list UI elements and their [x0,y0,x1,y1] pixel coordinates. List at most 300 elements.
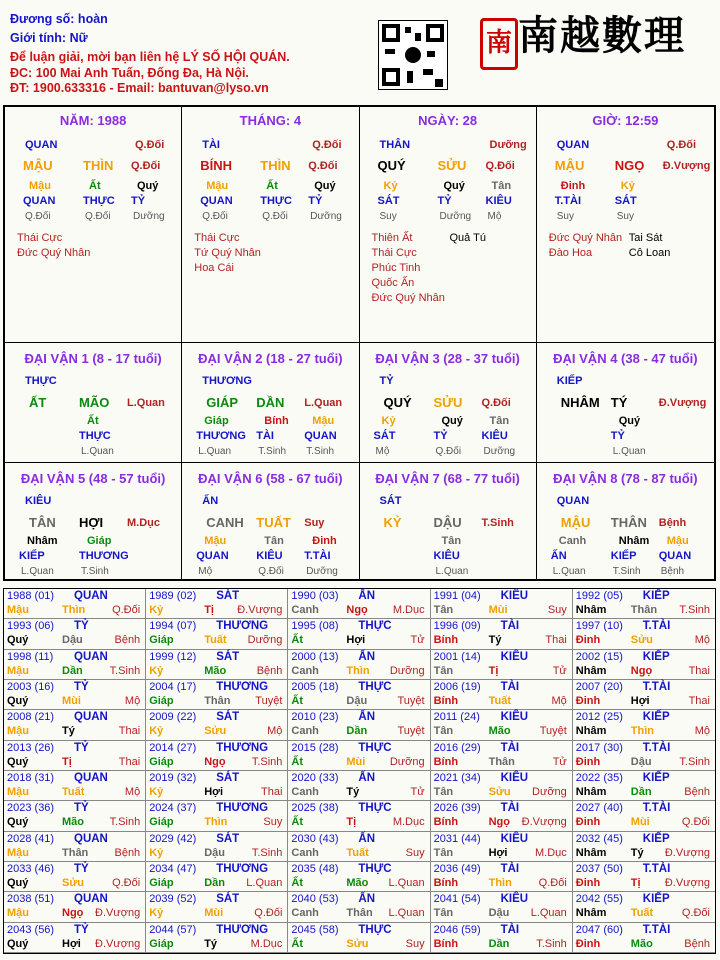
pillar-cell [360,107,537,343]
year-cell [4,710,146,740]
year-stem: Ất [291,937,303,950]
year-stem: Đinh [575,634,601,647]
year-cell [288,619,430,649]
hidden-god: TỶ [131,195,146,207]
year-god: THỰC [358,681,392,693]
year-god: KIẾP [642,893,670,906]
year-god: KIẾP [642,650,670,663]
dai-van-cell [360,343,537,463]
dai-van-branch: TÝ [610,395,628,410]
star-name: Hoa Cái [194,262,234,274]
year-stem: Giáp [149,695,174,707]
pillar-god: QUAN [25,139,58,151]
hidden-stem: Mậu [204,535,227,547]
chart-grid [3,105,716,581]
year-label: 2018 (31) [7,772,55,784]
life-stage: Dưỡng [133,211,165,222]
year-god: KIẾP [642,711,670,724]
year-stage: Suy [263,816,283,829]
year-cell [4,619,146,649]
year-label: 2040 (53) [291,893,339,906]
year-cell [431,862,573,892]
year-branch: Dậu [204,846,225,859]
year-stem: Quý [7,877,29,889]
year-stem: Tân [433,664,454,677]
year-branch: Mão [204,664,227,677]
year-branch: Mùi [346,755,366,768]
year-label: 2005 (18) [291,681,339,693]
dai-van-branch: HỢI [79,515,104,530]
year-stage: T.Sinh [536,937,567,950]
pillar-stem-branch: MẬU [23,158,53,173]
pillar-title: NGÀY: 28 [418,113,478,128]
year-cell [288,710,430,740]
year-stage: M.Dục [535,846,567,859]
year-branch: Ngọ [346,604,368,616]
year-god: THƯƠNG [216,741,269,754]
year-stem: Nhâm [575,604,607,616]
year-cell [288,650,430,680]
year-stage: T.Sinh [251,846,283,859]
hidden-god: KIÊU [485,195,512,207]
year-label: 1990 (03) [291,590,339,602]
year-stem: Mậu [7,846,29,859]
pillar-cell [182,107,359,343]
star-name: Phúc Tinh [371,262,421,274]
year-god: KIÊU [500,772,529,784]
year-branch: Thìn [62,604,86,616]
year-label: 2001 (14) [433,650,481,663]
year-branch: Mão [346,877,369,889]
year-branch: Mão [630,937,653,950]
year-stage: L.Quan [388,877,425,889]
year-stem: Giáp [149,634,174,647]
life-stage: T.Sinh [306,446,335,457]
year-cell [4,801,146,831]
year-stem: Kỷ [149,786,164,798]
life-stage: L.Quan [21,566,54,577]
year-branch: Tị [630,877,641,889]
year-branch: Tý [488,634,502,647]
year-stem: Đinh [575,755,601,768]
star-name: Thiên Ất [371,232,413,244]
dai-van-stem: KỶ [383,515,402,530]
year-stage: M.Dục [250,937,283,950]
year-stem: Mậu [7,725,29,738]
year-cell [4,650,146,680]
year-label: 2019 (32) [149,772,197,784]
year-cell [288,680,430,710]
year-branch: Dần [62,664,83,677]
year-cell [146,892,288,922]
dai-van-stem: TÂN [29,515,56,530]
year-branch: Ngọ [630,664,653,677]
year-stage: Thai [260,786,283,798]
year-branch: Mùi [204,907,224,920]
year-god: TỶ [74,863,89,875]
hidden-god: KIÊU [481,430,508,442]
year-branch: Sửu [488,786,511,798]
hidden-stem: Quý [443,180,465,192]
year-label: 2046 (59) [433,923,481,936]
year-god: THƯƠNG [216,802,269,815]
year-stage: Đ.Vượng [95,907,141,920]
year-label: 2026 (39) [433,802,481,815]
year-god: KIẾP [642,832,670,845]
seal-stamp: 南 [480,18,518,70]
year-god: SÁT [216,590,240,602]
dai-van-stem: GIÁP [206,395,239,410]
year-stage: Q.Đối [254,907,283,920]
year-god: SÁT [216,772,240,784]
year-god: SÁT [216,832,240,845]
year-stage: T.Sinh [679,755,710,768]
dai-van-god: ẤN [202,495,219,507]
year-god: THƯƠNG [216,863,269,875]
year-stem: Ất [291,634,303,647]
year-branch: Hợi [204,786,224,798]
dai-van-stem: MẬU [560,515,591,530]
year-label: 2020 (33) [291,772,339,784]
year-cell [573,680,715,710]
year-cell [146,741,288,771]
dai-van-god: KIÊU [25,495,52,507]
hidden-god: T.TÀI [554,195,582,207]
year-stage: Dưỡng [532,786,567,798]
hidden-god: TỶ [308,195,323,207]
year-god: TÀI [500,681,520,693]
year-stem: Tân [433,846,454,859]
year-god: T.TÀI [642,741,671,754]
year-stage: L.Quan [530,907,567,920]
year-god: TỶ [74,741,89,754]
year-god: QUAN [74,832,108,845]
dai-van-cell [360,463,537,579]
year-god: THỰC [358,863,392,875]
year-label: 2009 (22) [149,711,197,724]
year-stem: Canh [291,907,319,920]
life-stage: Q.Đối [85,211,111,222]
dai-van-cell [537,343,714,463]
pillar-stem-branch: QUÝ [377,158,406,173]
year-stage: M.Dục [392,816,425,829]
year-stem: Giáp [149,877,174,889]
year-label: 2016 (29) [433,741,481,754]
year-branch: Tị [346,816,357,829]
hidden-stem: Bính [264,415,289,427]
hidden-god: TỶ [437,195,452,207]
annual-table [3,588,716,954]
year-stem: Mậu [7,907,29,920]
year-label: 2039 (52) [149,893,197,906]
year-god: THƯƠNG [216,681,269,693]
year-god: TÀI [500,741,520,754]
year-god: T.TÀI [642,620,671,633]
year-cell [4,771,146,801]
year-stage: Thai [118,725,141,738]
year-stem: Quý [7,816,29,829]
year-stem: Mậu [7,604,29,616]
year-stage: Mộ [694,634,710,647]
year-label: 1999 (12) [149,650,197,663]
year-label: 2022 (35) [575,772,623,784]
year-god: T.TÀI [642,802,671,815]
hidden-stem: Kỷ [383,180,398,192]
year-branch: Mão [62,816,84,829]
year-stage: Mộ [124,695,141,707]
qr-code-icon [378,20,448,90]
year-god: KIẾP [642,590,670,602]
year-branch: Dần [488,937,510,950]
dai-van-title: ĐẠI VẬN 6 (58 - 67 tuổi) [198,471,343,486]
year-label: 2036 (49) [433,863,481,875]
year-cell [288,589,430,619]
hidden-stem: Mậu [29,180,51,192]
year-cell [431,741,573,771]
year-branch: Ngọ [62,907,84,920]
life-stage: T.Sinh [258,446,287,457]
pillar-god: Q.Đối [666,139,697,151]
year-stage: Tuyệt [255,695,283,707]
star-name: Đức Quý Nhân [17,247,91,259]
year-branch: Sửu [630,634,653,647]
year-stage: Bệnh [684,937,710,950]
year-god: T.TÀI [642,863,671,875]
year-stem: Đinh [575,937,601,950]
year-label: 2010 (23) [291,711,339,724]
year-label: 1998 (11) [7,650,54,663]
pillar-stem-branch: THÌN [83,158,114,173]
pillar-cell [537,107,714,343]
year-god: TÀI [500,802,520,815]
year-god: KIẾP [642,772,670,784]
hidden-god: QUAN [200,195,233,207]
year-stage: Tuyệt [539,725,567,738]
year-cell [146,801,288,831]
pillar-title: THÁNG: 4 [239,113,302,128]
year-god: KIÊU [500,711,529,724]
year-label: 2037 (50) [575,863,623,875]
life-stage: Dưỡng [439,211,472,222]
hidden-stem: Nhâm [27,535,58,547]
year-branch: Tị [62,755,72,768]
year-stem: Ất [291,695,303,707]
year-stage: Tử [552,755,567,768]
year-cell [288,741,430,771]
year-label: 2031 (44) [433,832,481,845]
year-stem: Đinh [575,816,601,829]
year-label: 2045 (58) [291,923,339,936]
year-label: 2006 (19) [433,681,481,693]
dai-van-god: THƯƠNG [202,375,252,387]
year-branch: Ngọ [204,755,226,768]
year-stem: Kỷ [149,907,164,920]
year-stage: Tử [410,786,425,798]
year-label: 2025 (38) [291,802,339,815]
year-cell [573,832,715,862]
hidden-stem: Quý [314,180,336,192]
life-stage: Dưỡng [310,211,342,222]
year-label: 2013 (26) [7,741,55,754]
year-label: 2012 (25) [575,711,623,724]
life-stage: L.Quan [612,446,646,457]
year-branch: Tý [630,846,644,859]
year-stage: Thai [688,664,710,677]
year-branch: Ngọ [488,816,510,829]
dai-van-cell [537,463,714,579]
hidden-god: TỶ [433,430,448,442]
year-stage: T.Sinh [109,664,141,677]
pillar-stem-branch: MẬU [554,158,585,173]
hidden-god: QUAN [196,550,229,562]
hidden-god: TỶ [610,430,625,442]
life-stage: L.Quan [81,446,114,457]
year-god: ẤN [358,832,376,845]
year-branch: Tý [62,725,75,738]
dai-van-branch: SỬU [433,395,463,410]
year-stem: Tân [433,725,454,738]
year-label: 2042 (55) [575,893,623,906]
dai-van-cell [5,343,182,463]
year-stem: Canh [291,604,319,616]
year-cell [573,801,715,831]
year-stage: Tử [410,634,425,647]
dai-van-branch: TUẤT [256,515,291,530]
dai-van-stem: QUÝ [383,395,412,410]
year-branch: Thìn [204,816,228,829]
year-stage: Bệnh [114,634,141,647]
year-label: 2002 (15) [575,650,623,663]
year-stem: Kỷ [149,604,164,616]
year-stage: Mộ [267,725,283,738]
year-stem: Bính [433,937,459,950]
pillar-god: THÂN [379,139,411,151]
year-branch: Mùi [488,604,508,616]
year-god: ẤN [358,772,376,784]
year-label: 1992 (05) [575,590,623,602]
year-cell [288,892,430,922]
year-cell [146,862,288,892]
pillar-stem-branch: SỬU [437,158,467,173]
year-label: 2024 (37) [149,802,197,815]
life-stage: Mộ [375,446,390,457]
year-branch: Thìn [346,664,370,677]
year-stage: L.Quan [246,877,283,889]
pillar-stem-branch: THÌN [260,158,291,173]
year-stage: Dưỡng [247,634,283,647]
year-stage: Đ.Vượng [237,604,283,616]
year-stage: Đ.Vượng [664,877,710,889]
year-label: 2033 (46) [7,863,55,875]
year-god: ẤN [358,711,376,724]
year-label: 2003 (16) [7,681,55,693]
year-stem: Ất [291,877,303,889]
year-label: 2011 (24) [433,711,480,724]
life-stage: Q.Đối [435,446,462,457]
year-stem: Tân [433,786,454,798]
year-stage: Thai [688,695,710,707]
life-stage: Dưỡng [306,566,338,577]
hidden-god: SÁT [373,430,396,442]
hidden-god: THƯƠNG [79,550,129,562]
year-cell [4,680,146,710]
dai-van-branch: DẦN [256,395,285,410]
life-stage: T.Sinh [612,566,641,577]
star-name: Thái Cực [371,247,417,259]
year-label: 2030 (43) [291,832,339,845]
hidden-stem: Kỷ [381,415,396,427]
dai-van-god: QUAN [556,495,590,507]
year-stem: Quý [7,755,29,768]
pillar-god: Dưỡng [489,139,527,151]
year-label: 1993 (06) [7,620,55,633]
hidden-god: QUAN [23,195,56,207]
life-stage: Suy [379,211,397,222]
year-branch: Thân [630,604,658,616]
life-stage: L.Quan [435,566,469,577]
year-stem: Canh [291,846,319,859]
year-label: 2029 (42) [149,832,197,845]
year-cell [4,892,146,922]
dai-van-title: ĐẠI VẬN 7 (68 - 77 tuổi) [375,471,520,486]
year-cell [288,801,430,831]
year-god: THỰC [358,741,392,754]
hidden-stem: Ất [89,180,101,192]
year-branch: Hợi [630,695,650,707]
year-branch: Dần [346,725,368,738]
year-stem: Bính [433,634,459,647]
year-stage: Đ.Vượng [521,816,567,829]
life-stage: Suy [556,211,574,222]
year-stem: Kỷ [149,725,164,738]
year-label: 2027 (40) [575,802,623,815]
star-name: Tứ Quý Nhân [194,247,261,259]
star-name: Quốc Ấn [371,277,415,289]
star-name: Quả Tú [449,232,486,244]
brand-logo: 南越數理 [518,12,686,59]
year-god: TỶ [74,923,89,936]
year-cell [573,710,715,740]
year-stem: Đinh [575,877,601,889]
year-god: THỰC [358,620,392,633]
hidden-stem: Tân [264,535,284,547]
hidden-god: KIẾP [610,550,637,562]
year-label: 2023 (36) [7,802,55,815]
year-label: 2015 (28) [291,741,339,754]
life-stage: L.Quan [552,566,586,577]
pillar-god: Q.Đối [312,139,342,151]
year-stem: Mậu [7,786,29,798]
dai-van-stage: M.Dục [127,517,160,529]
star-name: Đào Hoa [548,247,593,259]
year-label: 2008 (21) [7,711,55,724]
year-stem: Mậu [7,664,29,677]
year-branch: Thân [62,846,89,859]
hidden-stem: Canh [558,535,587,547]
dai-van-stage: Q.Đối [481,397,511,409]
dai-van-title: ĐẠI VẬN 3 (28 - 37 tuổi) [375,351,520,366]
year-stem: Quý [7,695,29,707]
year-stage: Bệnh [114,846,141,859]
life-stage: Bệnh [660,566,685,577]
hidden-stem: Tân [489,415,510,427]
year-god: KIÊU [500,893,529,906]
year-stage: Thai [118,755,141,768]
dai-van-branch: DẬU [433,515,462,530]
year-stem: Giáp [149,816,174,829]
client-name: Đương số: hoàn [10,12,108,26]
year-cell [288,923,430,953]
